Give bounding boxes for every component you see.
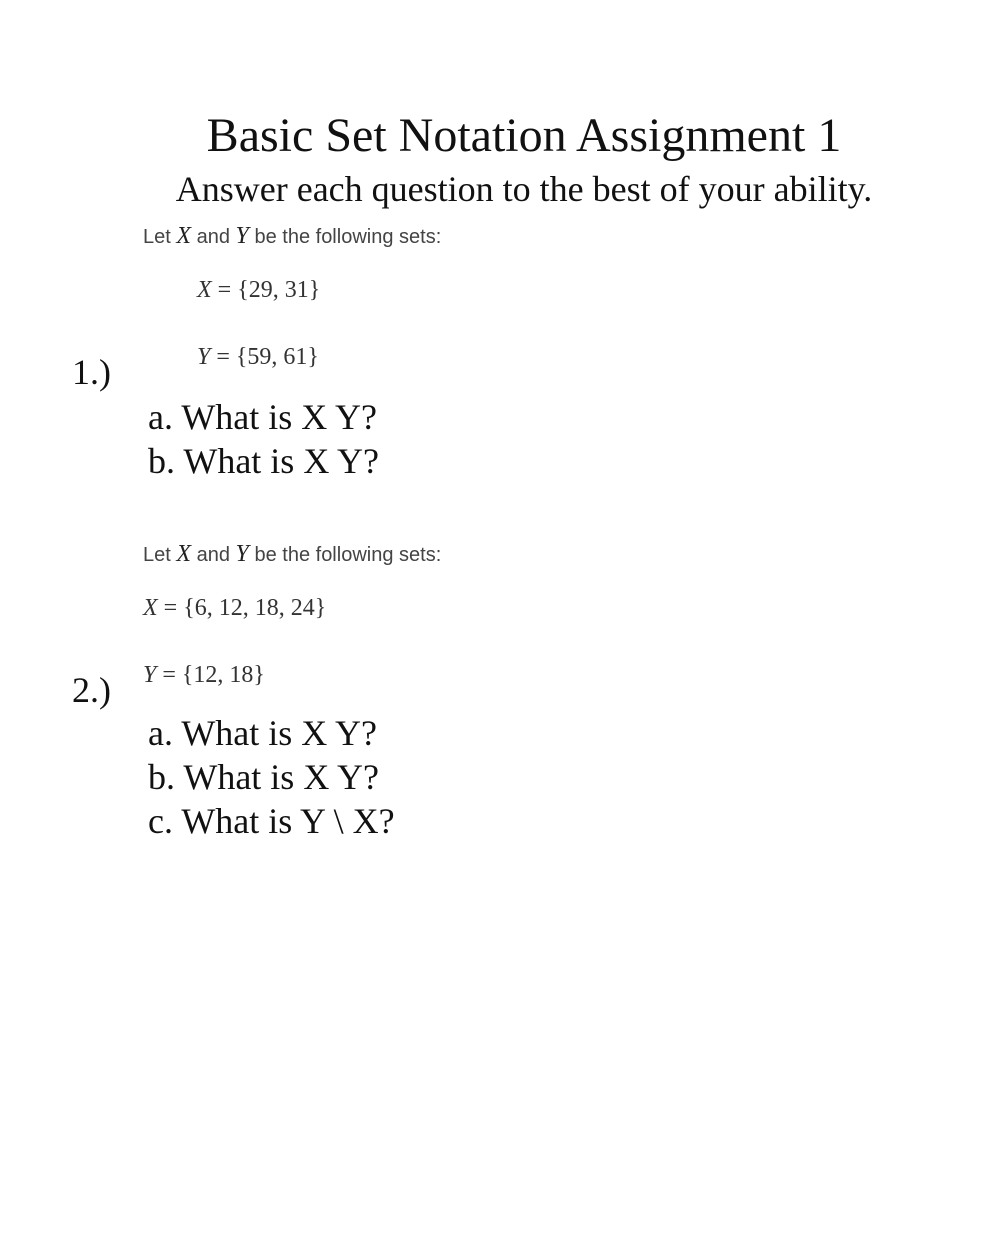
intro-rest: be the following sets: (254, 544, 442, 566)
intro-var-y: Y (235, 223, 249, 249)
set-x-eq: = (163, 595, 178, 621)
question-1-item-a: a. What is X Y? (148, 397, 377, 437)
question-1-set-y (197, 342, 319, 372)
intro-var-x: X (176, 541, 192, 567)
set-x-value: {6, 12, 18, 24} (183, 595, 327, 621)
set-x-value: {29, 31} (237, 277, 321, 303)
intro-and: and (196, 226, 230, 248)
page-title: Basic Set Notation Assignment 1 (206, 109, 842, 162)
set-y-value: {59, 61} (235, 344, 319, 370)
question-2-set-x (143, 593, 326, 623)
question-1-set-x (197, 275, 320, 305)
set-x-var: X (143, 595, 158, 621)
question-2-item-a: a. What is X Y? (148, 713, 377, 753)
question-2-item-c: c. What is Y \ X? (148, 801, 395, 841)
intro-var-y: Y (235, 541, 249, 567)
set-y-eq: = (216, 344, 230, 370)
set-x-var: X (197, 277, 212, 303)
page-subtitle: Answer each question to the best of your ability. (175, 169, 873, 209)
question-2-number: 2.) (72, 670, 111, 710)
question-2-intro (143, 541, 441, 568)
intro-var-x: X (176, 223, 192, 249)
set-y-eq: = (162, 662, 176, 688)
intro-let: Let (143, 544, 171, 566)
set-x-eq: = (217, 277, 232, 303)
intro-and: and (196, 544, 230, 566)
set-y-var: Y (143, 662, 157, 688)
intro-rest: be the following sets: (254, 226, 442, 248)
question-1-number: 1.) (72, 352, 111, 392)
question-1-intro (143, 223, 441, 250)
question-2-set-y (143, 660, 265, 690)
question-2-item-b: b. What is X Y? (148, 757, 379, 797)
set-y-value: {12, 18} (181, 662, 265, 688)
set-y-var: Y (197, 344, 211, 370)
question-1-item-b: b. What is X Y? (148, 441, 379, 481)
intro-let: Let (143, 226, 171, 248)
